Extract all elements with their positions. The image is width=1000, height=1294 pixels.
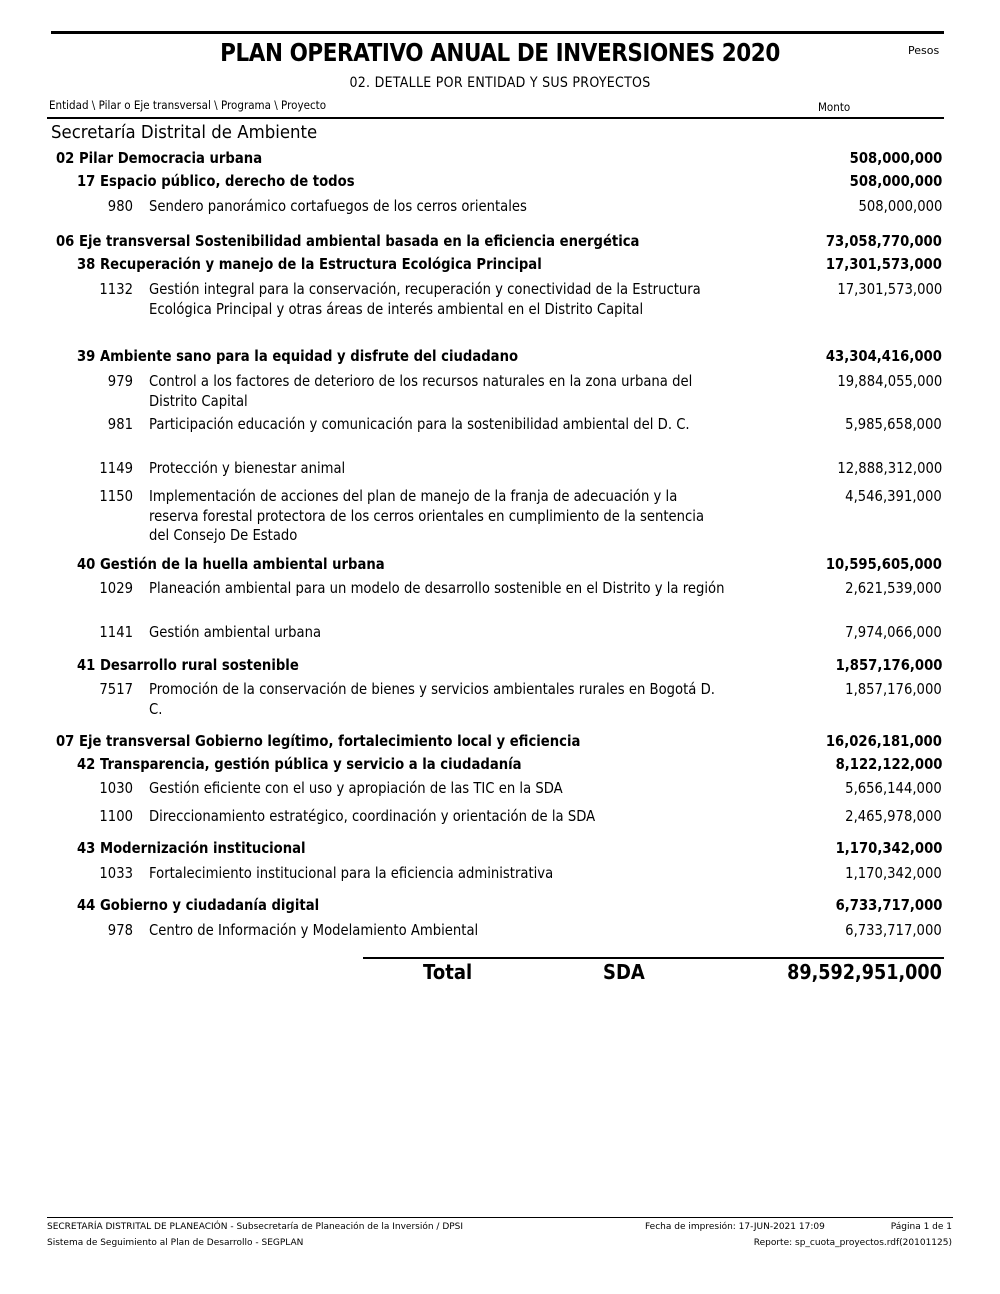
column-header-amount: Monto: [818, 100, 851, 114]
entity-title: Secretaría Distrital de Ambiente: [51, 122, 318, 143]
project-description: Direccionamiento estratégico, coordinación y orientación de la SDA: [149, 807, 596, 825]
project-amount: 5,985,658,000: [845, 415, 942, 433]
project-code: 1150: [99, 487, 133, 505]
project-code: 1149: [99, 459, 133, 477]
program-amount: 10,595,605,000: [825, 555, 942, 573]
footer-rule: [47, 1217, 953, 1218]
project-amount: 2,465,978,000: [845, 807, 942, 825]
footer-organization: SECRETARÍA DISTRITAL DE PLANEACIÓN - Subsecretaría de Planeación de la Inversión / DPSI: [47, 1222, 464, 1232]
project-amount: 5,656,144,000: [845, 779, 942, 797]
program-amount: 1,170,342,000: [835, 839, 942, 857]
footer-system: Sistema de Seguimiento al Plan de Desarrollo - SEGPLAN: [47, 1238, 304, 1248]
project-description: Sendero panorámico cortafuegos de los cerros orientales: [149, 197, 527, 215]
project-code: 1033: [99, 864, 133, 882]
project-code: 979: [107, 372, 133, 390]
project-amount: 4,546,391,000: [845, 487, 942, 505]
program-amount: 8,122,122,000: [835, 755, 942, 773]
project-description: Protección y bienestar animal: [149, 459, 346, 477]
pillar-label: 06 Eje transversal Sostenibilidad ambiental basada en la eficiencia energética: [56, 232, 640, 250]
program-amount: 17,301,573,000: [825, 255, 942, 273]
currency-label: Pesos: [908, 44, 940, 57]
report-subtitle: 02. DETALLE POR ENTIDAD Y SUS PROYECTOS: [349, 75, 651, 91]
project-amount: 1,170,342,000: [845, 864, 942, 882]
project-amount: 19,884,055,000: [837, 372, 942, 390]
project-description: Gestión ambiental urbana: [149, 623, 322, 641]
project-code: 1132: [99, 280, 133, 298]
footer-page-number: Página 1 de 1: [890, 1222, 952, 1232]
program-label: 38 Recuperación y manejo de la Estructura Ecológica Principal: [77, 255, 542, 273]
top-rule: [51, 31, 944, 34]
program-amount: 6,733,717,000: [835, 896, 942, 914]
header-rule: [47, 117, 944, 119]
project-code: 981: [107, 415, 133, 433]
project-description: Participación educación y comunicación para la sostenibilidad ambiental del D. C.: [149, 415, 690, 433]
program-amount: 43,304,416,000: [825, 347, 942, 365]
footer-print-date: Fecha de impresión: 17-JUN-2021 17:09: [645, 1222, 825, 1232]
project-code: 978: [107, 921, 133, 939]
project-description: Promoción de la conservación de bienes y servicios ambientales rurales en Bogotá D. C.: [149, 680, 715, 718]
program-label: 17 Espacio público, derecho de todos: [77, 172, 355, 190]
footer-report-name: Reporte: sp_cuota_proyectos.rdf(20101125): [753, 1238, 952, 1248]
pillar-amount: 508,000,000: [849, 149, 942, 167]
pillar-amount: 73,058,770,000: [825, 232, 942, 250]
column-header-hierarchy: Entidad \ Pilar o Eje transversal \ Programa \ Proyecto: [49, 98, 327, 112]
program-label: 41 Desarrollo rural sostenible: [77, 656, 299, 674]
total-rule: [363, 957, 944, 959]
program-label: 39 Ambiente sano para la equidad y disfrute del ciudadano: [77, 347, 519, 365]
report-title: PLAN OPERATIVO ANUAL DE INVERSIONES 2020: [220, 38, 780, 67]
pillar-label: 02 Pilar Democracia urbana: [56, 149, 263, 167]
program-label: 44 Gobierno y ciudadanía digital: [77, 896, 320, 914]
project-description: Gestión integral para la conservación, recuperación y conectividad de la Estructura Ecológica Principal y otras áreas de interés ambiental en el Distrito Capital: [149, 280, 701, 318]
pillar-amount: 16,026,181,000: [825, 732, 942, 750]
project-amount: 2,621,539,000: [845, 579, 942, 597]
project-amount: 7,974,066,000: [845, 623, 942, 641]
project-description: Implementación de acciones del plan de manejo de la franja de adecuación y la reserva forestal protectora de los cerros orientales en cumplimiento de la sentencia del Consejo De Estado: [149, 487, 705, 544]
program-label: 43 Modernización institucional: [77, 839, 306, 857]
project-code: 1030: [99, 779, 133, 797]
total-entity: SDA: [603, 960, 645, 984]
project-amount: 12,888,312,000: [837, 459, 942, 477]
project-description: Centro de Información y Modelamiento Ambiental: [149, 921, 479, 939]
total-label: Total: [423, 960, 473, 984]
program-amount: 1,857,176,000: [835, 656, 942, 674]
project-amount: 6,733,717,000: [845, 921, 942, 939]
program-label: 42 Transparencia, gestión pública y servicio a la ciudadanía: [77, 755, 522, 773]
program-amount: 508,000,000: [849, 172, 942, 190]
project-description: Gestión eficiente con el uso y apropiación de las TIC en la SDA: [149, 779, 563, 797]
project-description: Fortalecimiento institucional para la eficiencia administrativa: [149, 864, 554, 882]
project-code: 1029: [99, 579, 133, 597]
project-amount: 508,000,000: [858, 197, 942, 215]
project-code: 980: [107, 197, 133, 215]
project-description: Control a los factores de deterioro de los recursos naturales en la zona urbana del Distrito Capital: [149, 372, 693, 410]
total-amount: 89,592,951,000: [787, 960, 942, 984]
project-code: 7517: [99, 680, 133, 698]
program-label: 40 Gestión de la huella ambiental urbana: [77, 555, 385, 573]
project-code: 1141: [99, 623, 133, 641]
project-code: 1100: [99, 807, 133, 825]
project-amount: 1,857,176,000: [845, 680, 942, 698]
project-description: Planeación ambiental para un modelo de desarrollo sostenible en el Distrito y la región: [149, 579, 725, 597]
project-amount: 17,301,573,000: [837, 280, 942, 298]
pillar-label: 07 Eje transversal Gobierno legítimo, fortalecimiento local y eficiencia: [56, 732, 581, 750]
